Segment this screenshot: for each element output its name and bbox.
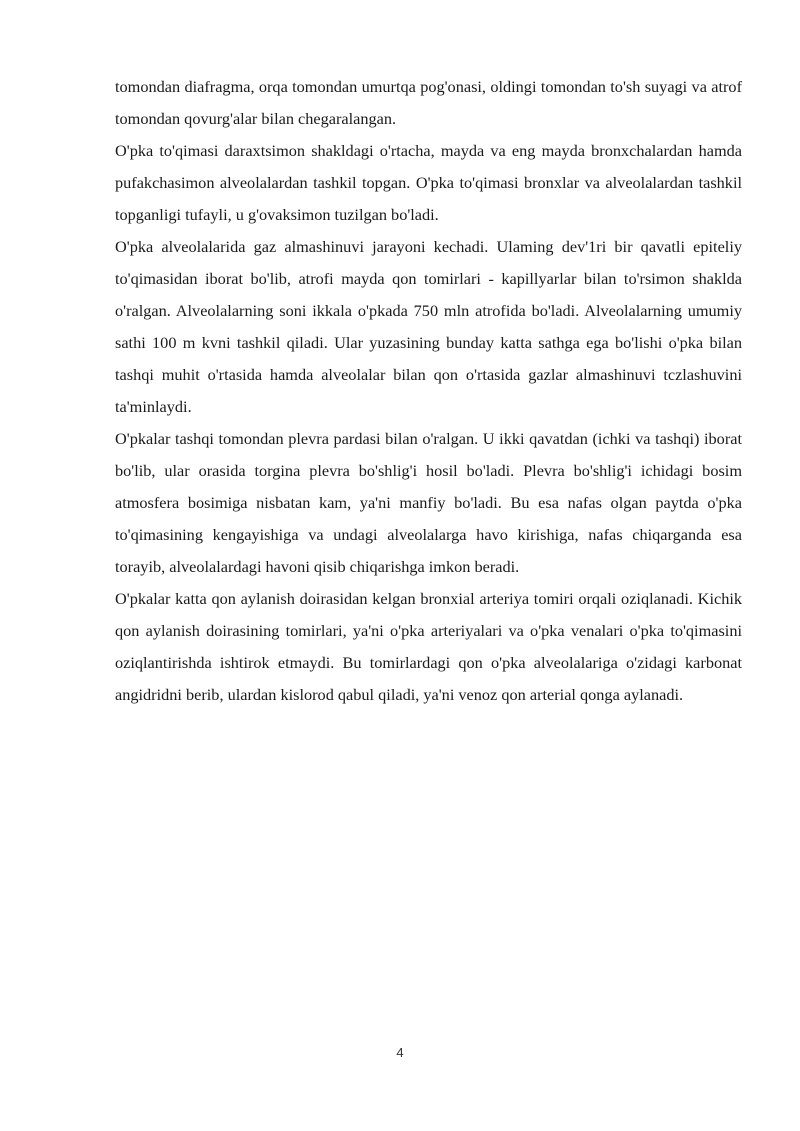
page-number: 4 xyxy=(396,1045,404,1060)
body-text xyxy=(115,71,742,711)
paragraph: O'pka to'qimasi daraxtsimon shakldagi o'rtacha, mayda va eng mayda bronxchalardan hamda pufakchasimon alveolalardan tashkil topgan. O'pka to'qimasi bronxlar va alveolalardan tashkil topganligi tufayli, u g'ovaksimon tuzilgan bo'ladi. xyxy=(115,141,742,224)
paragraph: O'pka alveolalarida gaz almashinuvi jarayoni kechadi. Ulaming dev'1ri bir qavatli epiteliy to'qimasidan iborat bo'lib, atrofi mayda qon tomirlari - kapillyarlar bilan to'rsimon shaklda o'ralgan. Alveolalarning soni ikkala o'pkada 750 mln atrofida bo'ladi. Alveolalarning umumiy sathi 100 m kvni tashkil qiladi. Ular yuzasining bunday katta sathga ega bo'lishi o'pka bilan tashqi muhit o'rtasida hamda alveolalar bilan qon o'rtasida gazlar almashinuvi tczlashuvini ta'minlaydi. xyxy=(115,237,742,416)
paragraph: O'pkalar katta qon aylanish doirasidan kelgan bronxial arteriya tomiri orqali oziqlanadi. Kichik qon aylanish doirasining tomirlari, ya'ni o'pka arteriyalari va o'pka venalari o'pka to'qimasini oziqlantirishda ishtirok etmaydi. Bu tomirlardagi qon o'pka alveolalariga o'zidagi karbonat angidridni berib, ulardan kislorod qabul qiladi, ya'ni venoz qon arterial qonga aylanadi. xyxy=(115,589,742,704)
paragraph: tomondan diafragma, orqa tomondan umurtqa pog'onasi, oldingi tomondan to'sh suyagi va atrof tomondan qovurg'alar bilan chegaralangan. xyxy=(115,77,742,128)
paragraph: O'pkalar tashqi tomondan plevra pardasi bilan o'ralgan. U ikki qavatdan (ichki va tashqi) iborat bo'lib, ular orasida torgina plevra bo'shlig'i hosil bo'ladi. Plevra bo'shlig'i ichidagi bosim atmosfera bosimiga nisbatan kam, ya'ni manfiy bo'ladi. Bu esa nafas olgan paytda o'pka to'qimasining kengayishiga va undagi alveolalarga havo kirishiga, nafas chiqarganda esa torayib, alveolalardagi havoni qisib chiqarishga imkon beradi. xyxy=(115,429,742,576)
